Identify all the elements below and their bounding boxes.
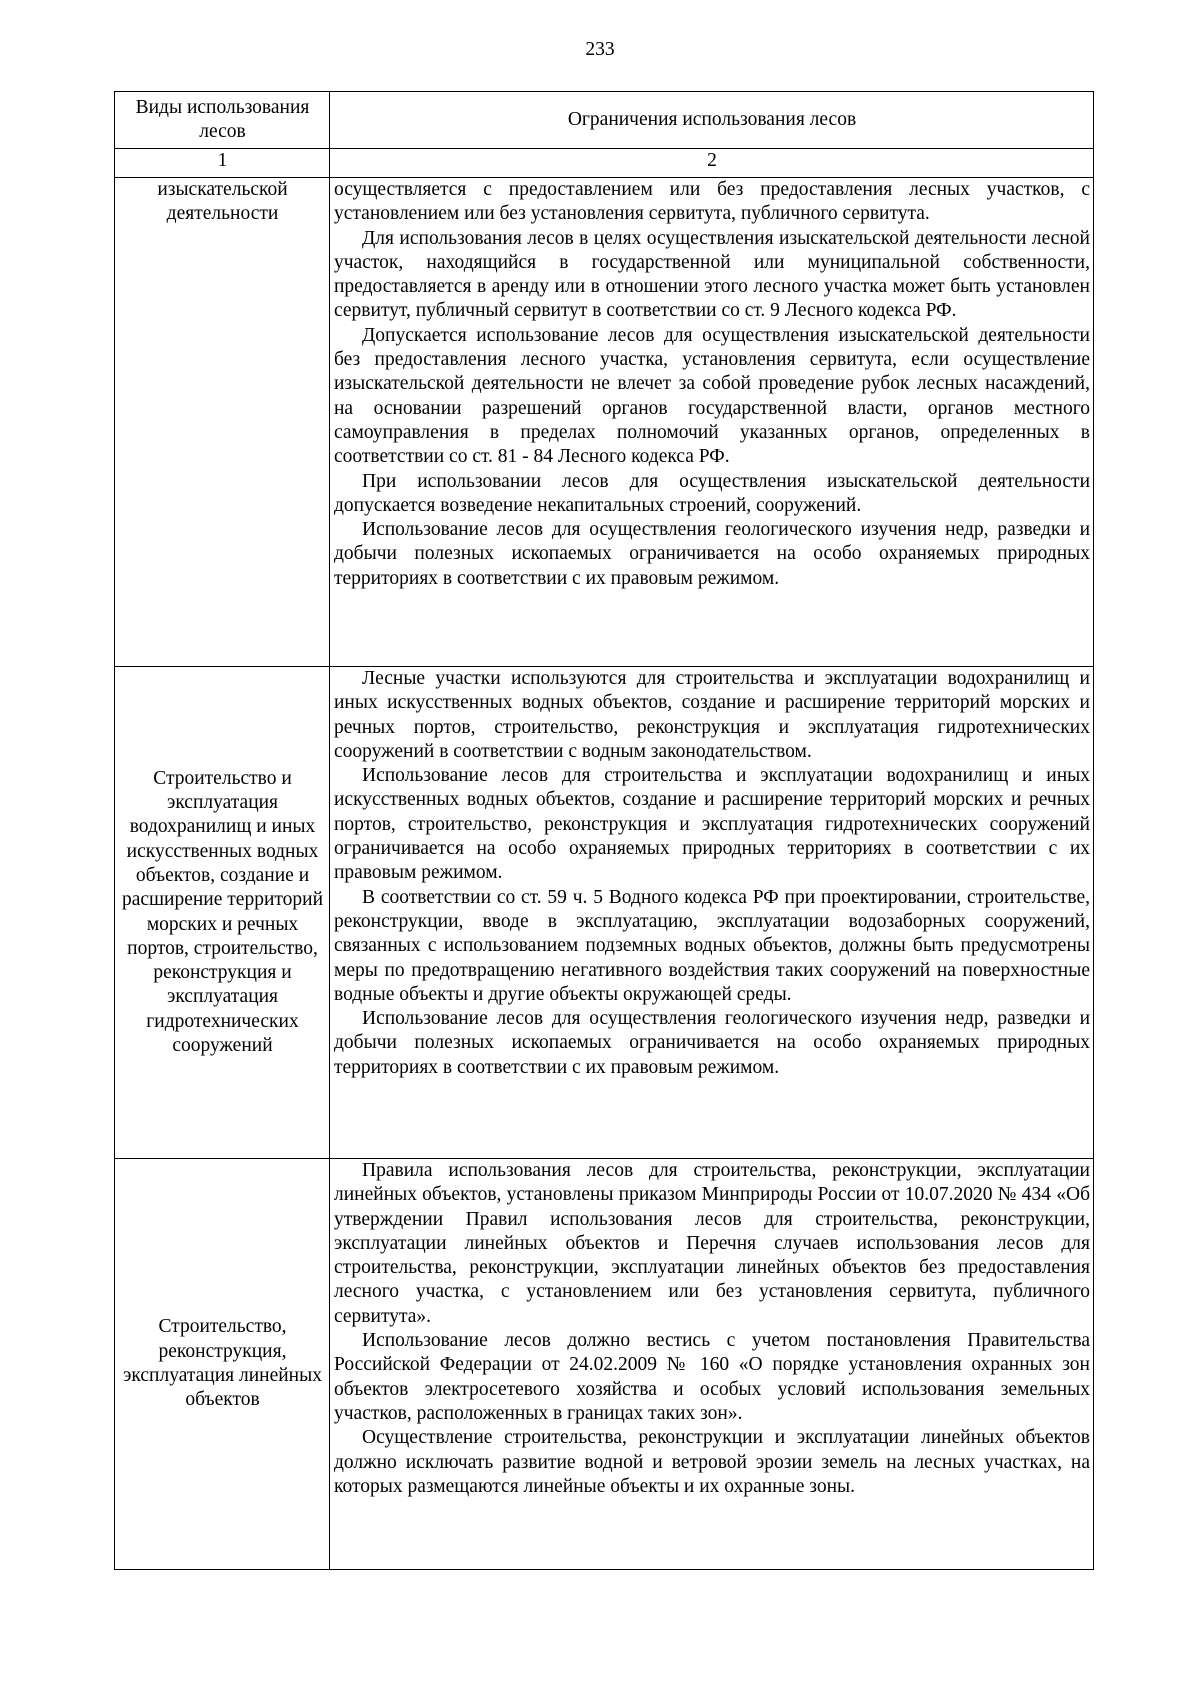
page-number: 233 — [585, 39, 615, 60]
restriction-paragraph: Лесные участки используются для строительства и эксплуатации водохранилищ и иных искусственных водных объектов, создание и расширение территорий морских и речных портов, строительство, реконструкция и эксплуатация гидротехнических сооружений в соответствии с водным законодательством. — [334, 668, 1090, 762]
header-forest-use-types: Виды использования лесов — [115, 92, 330, 149]
restrictions-cell — [330, 1159, 1094, 1570]
restrictions-cell — [330, 178, 1094, 667]
restriction-paragraph: Использование лесов должно вестись с учетом постановления Правительства Российской Федерации от 24.02.2009 № 160 «О порядке установления охранных зон объектов электросетевого хозяйства и особых условий использования земельных участков, расположенных в границах таких зон». — [334, 1330, 1090, 1424]
restriction-paragraph: осуществляется с предоставлением или без предоставления лесных участков, с установлением или без установления сервитута, публичного сервитута. — [334, 179, 1090, 225]
restriction-paragraph: Использование лесов для строительства и эксплуатации водохранилищ и иных искусственных водных объектов, создание и расширение территорий морских и речных портов, строительство, реконструкция и эксплуатация гидротехнических сооружений ограничивается на особо охраняемых природных территориях в соответствии с их правовым режимом. — [334, 765, 1090, 884]
restriction-paragraph: Использование лесов для осуществления геологического изучения недр, разведки и добычи полезных ископаемых ограничивается на особо охраняемых природных территориях в соответствии с их правовым режимом. — [334, 519, 1090, 589]
restriction-paragraph: Для использования лесов в целях осуществления изыскательской деятельности лесной участок, находящийся в государственной или муниципальной собственности, предоставляется в аренду или в отношении этого лесного участка может быть установлен сервитут, публичный сервитут в соответствии со ст. 9 Лесного кодекса РФ. — [334, 227, 1090, 322]
restrictions-cell — [330, 667, 1094, 1159]
use-type-cell: Строительство и эксплуатация водохранилищ и иных искусственных водных объектов, создание и расширение территорий морских и речных портов, строительство, реконструкция и эксплуатация гидротехнических сооружений — [115, 667, 330, 1159]
column-number-1: 1 — [115, 149, 330, 178]
restriction-paragraph: Допускается использование лесов для осуществления изыскательской деятельности без предоставления лесного участка, установления сервитута, если осуществление изыскательской деятельности не влечет за собой проведение рубок лесных насаждений, на основании разрешений органов государственной власти, органов местного самоуправления в пределах полномочий указанных органов, определенных в соответствии со ст. 81 - 84 Лесного кодекса РФ. — [334, 324, 1090, 468]
restriction-paragraph: Правила использования лесов для строительства, реконструкции, эксплуатации линейных объектов, установлены приказом Минприроды России от 10.07.2020 № 434 «Об утверждении Правил использования лесов для строительства, реконструкции, эксплуатации линейных объектов и Перечня случаев использования лесов для строительства, реконструкции, эксплуатации линейных объектов без предоставления лесного участка, с установлением или без установления сервитута, публичного сервитута». — [334, 1160, 1090, 1327]
restriction-paragraph: Осуществление строительства, реконструкции и эксплуатации линейных объектов должно исключать развитие водной и ветровой эрозии земель на лесных участках, на которых размещаются линейные объекты и их охранные зоны. — [334, 1427, 1090, 1497]
restriction-paragraph: В соответствии со ст. 59 ч. 5 Водного кодекса РФ при проектировании, строительстве, реконструкции, вводе в эксплуатацию, эксплуатации водозаборных сооружений, связанных с использованием подземных водных объектов, должны быть предусмотрены меры по предотвращению негативного воздействия таких сооружений на поверхностные водные объекты и другие объекты окружающей среды. — [334, 886, 1090, 1005]
table-header-row — [115, 92, 1094, 149]
use-type-cell: Строительство, реконструкция, эксплуатация линейных объектов — [115, 1159, 330, 1570]
table-row — [115, 1159, 1094, 1570]
restriction-paragraph: Использование лесов для осуществления геологического изучения недр, разведки и добычи полезных ископаемых ограничивается на особо охраняемых природных территориях в соответствии с их правовым режимом. — [334, 1008, 1090, 1078]
column-numbering-row — [115, 149, 1094, 178]
table-row — [115, 667, 1094, 1159]
column-number-2: 2 — [330, 149, 1094, 178]
table-row — [115, 178, 1094, 667]
use-type-cell: изыскательской деятельности — [115, 178, 330, 667]
header-forest-use-restrictions: Ограничения использования лесов — [330, 92, 1094, 149]
restriction-paragraph: При использовании лесов для осуществления изыскательской деятельности допускается возведение некапитальных строений, сооружений. — [334, 470, 1090, 516]
restrictions-table — [114, 91, 1094, 1570]
